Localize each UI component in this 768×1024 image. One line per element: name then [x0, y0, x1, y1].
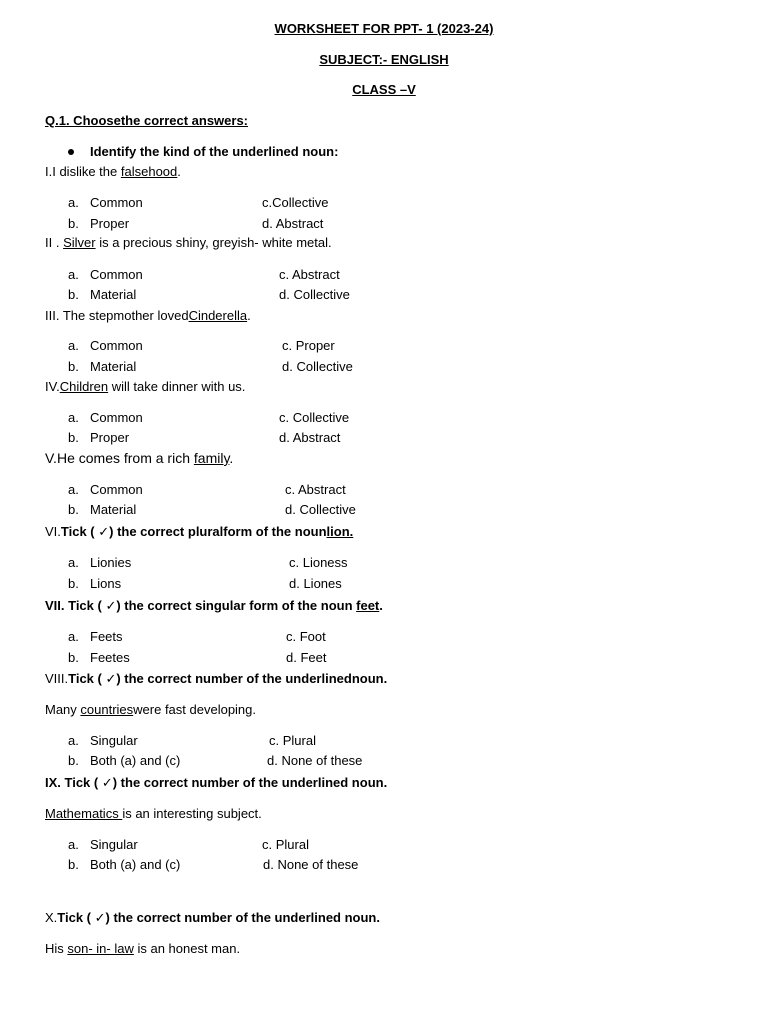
question-10-sentence: His son- in- law is an honest man. [45, 941, 241, 956]
option-d: d. Collective [279, 287, 350, 302]
option-b: Material [90, 359, 137, 374]
option-b: Both (a) and (c) [90, 753, 181, 768]
underlined-noun: Cinderella [188, 308, 248, 323]
option-b-label: b. [68, 650, 79, 665]
option-d: d. Collective [282, 359, 353, 374]
option-a: Feets [90, 629, 123, 644]
question-5: V.He comes from a rich family. [45, 450, 234, 466]
option-d: d. Collective [285, 502, 356, 517]
option-b-label: b. [68, 576, 79, 591]
option-a-label: a. [68, 555, 79, 570]
option-a-label: a. [68, 837, 79, 852]
option-a: Common [90, 338, 143, 353]
option-b-label: b. [68, 753, 79, 768]
option-b: Both (a) and (c) [90, 857, 181, 872]
question-7: VII. Tick ( ✓) the correct singular form of the noun feet. [45, 598, 383, 613]
option-b: Proper [90, 216, 130, 231]
underlined-noun: feet [356, 598, 380, 613]
underlined-noun: countries [80, 702, 134, 717]
question-3: III. The stepmother lovedCinderella. [45, 308, 251, 323]
underlined-noun: son- in- law [67, 941, 134, 956]
option-c: c. Lioness [289, 555, 348, 570]
underlined-noun: Children [59, 379, 109, 394]
option-c: c. Proper [282, 338, 335, 353]
question-10: X.Tick ( ✓) the correct number of the underlined noun. [45, 910, 380, 925]
option-b: Material [90, 287, 137, 302]
option-d: d. Abstract [262, 216, 324, 231]
option-a: Common [90, 267, 143, 282]
worksheet-title: WORKSHEET FOR PPT- 1 (2023-24) [274, 21, 494, 36]
option-a: Singular [90, 733, 138, 748]
underlined-noun: family [193, 450, 230, 466]
option-c: c. Collective [279, 410, 350, 425]
option-a-label: a. [68, 482, 79, 497]
option-d: d. Abstract [279, 430, 341, 445]
option-a-label: a. [68, 410, 79, 425]
option-c: c. Abstract [285, 482, 346, 497]
option-c: c. Plural [269, 733, 316, 748]
option-b-label: b. [68, 287, 79, 302]
underlined-noun: Mathematics [45, 806, 123, 821]
question-6: VI.Tick ( ✓) the correct pluralform of the nounlion. [45, 524, 354, 539]
option-b-label: b. [68, 502, 79, 517]
underlined-noun: Silver [63, 235, 96, 250]
option-d: d. Liones [289, 576, 342, 591]
instruction-text: Identify the kind of the underlined noun: [90, 144, 339, 159]
subject-heading: SUBJECT:- ENGLISH [319, 52, 449, 67]
option-b: Lions [90, 576, 122, 591]
question-8-sentence: Many countrieswere fast developing. [45, 702, 257, 717]
underlined-noun: falsehood [120, 164, 178, 179]
option-a-label: a. [68, 629, 79, 644]
option-b-label: b. [68, 359, 79, 374]
option-b: Proper [90, 430, 130, 445]
option-d: d. None of these [267, 753, 363, 768]
option-c: c.Collective [262, 195, 329, 210]
option-b-label: b. [68, 430, 79, 445]
option-c: c. Foot [286, 629, 326, 644]
bullet-icon [68, 149, 74, 155]
question-9-sentence: Mathematics is an interesting subject. [45, 806, 262, 821]
option-a-label: a. [68, 195, 79, 210]
underlined-noun: lion. [326, 524, 354, 539]
option-a: Common [90, 410, 143, 425]
option-b-label: b. [68, 857, 79, 872]
option-a: Singular [90, 837, 138, 852]
question-8: VIII.Tick ( ✓) the correct number of the underlinednoun. [45, 671, 388, 686]
option-a: Common [90, 195, 143, 210]
option-b: Material [90, 502, 137, 517]
question-1: I.I dislike the falsehood. [45, 164, 181, 179]
section-heading: Q.1. Choosethe correct answers: [45, 113, 249, 128]
option-c: c. Plural [262, 837, 309, 852]
option-b: Feetes [90, 650, 130, 665]
option-a-label: a. [68, 733, 79, 748]
option-d: d. None of these [263, 857, 359, 872]
question-4: IV.Children will take dinner with us. [45, 379, 246, 394]
option-a-label: a. [68, 338, 79, 353]
option-c: c. Abstract [279, 267, 340, 282]
question-2: II . Silver is a precious shiny, greyish- white metal. [45, 235, 332, 250]
option-d: d. Feet [286, 650, 327, 665]
class-heading: CLASS –V [352, 82, 416, 97]
option-b-label: b. [68, 216, 79, 231]
question-9: IX. Tick ( ✓) the correct number of the underlined noun. [45, 775, 388, 790]
option-a: Common [90, 482, 143, 497]
option-a-label: a. [68, 267, 79, 282]
option-a: Lionies [90, 555, 132, 570]
